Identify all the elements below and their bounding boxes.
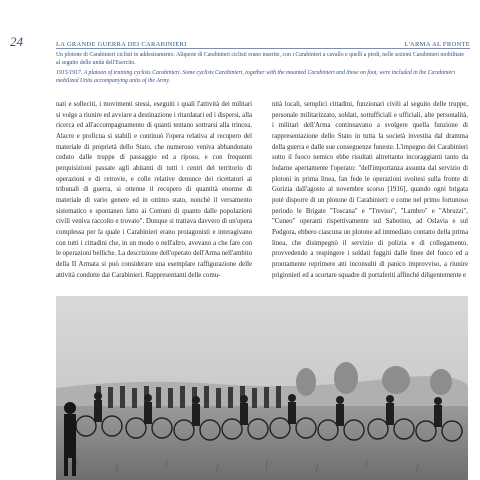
photo-caption-english: 1915/1917. A platoon of training cyclists Carabinieri. Some cyclists Carabinieri, together with the mounted Carabinieri and those on foot, were included in the Carabinieri mobilized Units accompanying units of the Army.: [56, 70, 456, 85]
body-column-right: nità locali, semplici cittadini, funzionari civili al seguito delle truppe, personale militarizzato, soldati, sottufficiali e ufficiali, alte personalità, i militari dell'Arma continuavano a svolgere quella funzione di rappresentazione dello Stato in tutta la società investita dal dramma della guerra e dalle sue conseguenze funeste. L'impegno dei Carabinieri sotto il fuoco nemico ebbe risultati altrettanto incoraggianti tanto da lodarne apertamente l'operato: "dell'importanza assunta dal servizio di plotoni in prima linea, fan fede le operazioni svoltesi sulla fronte di Gorizia dall'agosto al novembre scorso [1916], quando ogni brigata poté disporre di un plotone di Carabinieri: e come nel primo fortunoso periodo le Brigate "Toscana" e "Treviso", "Lambro" e "Abruzzi", "Cuneo" operanti rispettivamente sul Sabotino, ad Oslavia e sul Podgora, ebbero ciascuna un plotone ad immediato contatto della prima linea, che disimpegnò il servizio di polizia e di collegamento, provvedendo a respingere i soldati fuggiti dalle linee del fuoco ed a prontamente reprimere atti inconsulti di panico improvviso, a riunire prigionieri ed a scortare squadre di portaferiti affinché diligentemente e: [272, 101, 468, 279]
historical-photo-cyclist-platoon: [56, 296, 468, 480]
header-chapter-title: L'ARMA AL FRONTE: [404, 41, 470, 48]
header-book-title: LA GRANDE GUERRA DEI CARABINIERI: [56, 41, 187, 48]
header-rule: [56, 48, 470, 49]
body-text: [56, 100, 468, 281]
running-header: [56, 36, 470, 48]
page-number: 24: [10, 34, 23, 49]
body-column-left: nati e solleciti, i movimenti stessi, eseguiti i quali l'attività dei militari si volge a riunire ed avviare a destinazione i ritardatari ed i dispersi, alla ricerca ed all'accompagnamento di quanti tentano sottrarsi alla trincea. Alacre e proficua si stabilì e continuò l'opera relativa al recupero del materiale di proprietà dello Stato, che numeroso veniva abbandonato ceduto dalle truppe di passaggio ed a riposo, e con frequenti perquisizioni passate agli abitanti di tutti i centri del territorio di operazioni e di retrovie, e colle relative denunce dei ricettatori ai tribunali di guerra, si ottenne il recupero di quantità enorme di materiale di vario genere ed in ottimo stato, nonché il versamento sistematico e spontaneo fatto ai Comuni di quanto dalle popolazioni civili veniva raccolto e trovato". Dunque si trattava davvero di un'opera complessa per la quale i Carabinieri erano protagonisti e interagivano con tutti i cittadini che, in un modo o nell'altro, avevano a che fare con le operazioni belliche. La descrizione dell'operato dell'Arma nell'ambito della II Armata si può considerare una esemplare raffigurazione delle attività condotte dai Carabinieri. Rappresentanti delle comu-: [56, 101, 252, 279]
photo-caption-italian: Un plotone di Carabinieri ciclisti in addestramento. Aliquote di Carabinieri ciclisti erano inserite, con i Carabinieri a cavallo e quelli a piedi, nelle sezioni Carabinieri mobilitate al seguito delle unità dell'Esercito.: [56, 52, 464, 67]
